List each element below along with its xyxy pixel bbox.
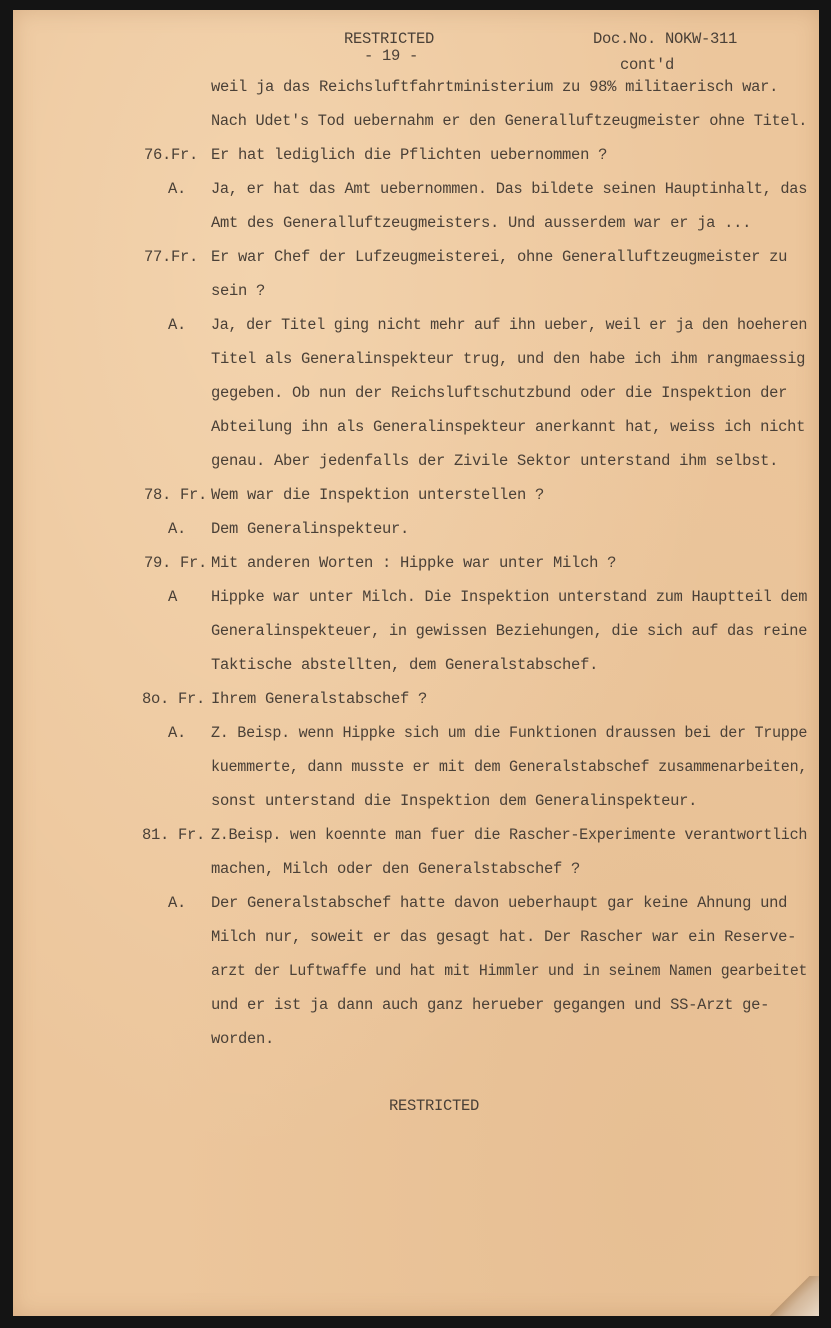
text-line: sonst unterstand die Inspektion dem Generalinspekteur. xyxy=(211,792,698,810)
header-classification: RESTRICTED xyxy=(344,30,435,48)
document-page xyxy=(13,10,819,1316)
text-line: Mit anderen Worten : Hippke war unter Milch ? xyxy=(211,554,617,572)
page-number: - 19 - xyxy=(364,47,419,65)
continued-note: cont'd xyxy=(620,56,675,74)
question-marker: 77.Fr. xyxy=(144,248,199,266)
text-line: Ja, der Titel ging nicht mehr auf ihn ueber, weil er ja den hoeheren xyxy=(211,316,808,334)
text-line: Generalinspekteuer, in gewissen Beziehungen, die sich auf das reine xyxy=(211,622,808,640)
text-line: kuemmerte, dann musste er mit dem Generalstabschef zusammenarbeiten, xyxy=(211,758,808,776)
text-line: arzt der Luftwaffe und hat mit Himmler und in seinem Namen gearbeitet xyxy=(211,962,808,980)
text-line: und er ist ja dann auch ganz herueber gegangen und SS-Arzt ge- xyxy=(211,996,770,1014)
question-marker: 81. Fr. xyxy=(142,826,206,844)
corner-wear xyxy=(759,1276,819,1316)
answer-marker: A. xyxy=(168,724,187,742)
text-line: Taktische abstellten, dem Generalstabschef. xyxy=(211,656,599,674)
answer-marker: A xyxy=(168,588,178,606)
text-line: gegeben. Ob nun der Reichsluftschutzbund oder die Inspektion der xyxy=(211,384,788,402)
text-line: Nach Udet's Tod uebernahm er den Generalluftzeugmeister ohne Titel. xyxy=(211,112,808,130)
doc-number: Doc.No. NOKW-311 xyxy=(593,30,738,48)
answer-marker: A. xyxy=(168,180,187,198)
text-line: Dem Generalinspekteur. xyxy=(211,520,410,538)
text-line: machen, Milch oder den Generalstabschef ? xyxy=(211,860,581,878)
text-line: Wem war die Inspektion unterstellen ? xyxy=(211,486,545,504)
text-line: Er hat lediglich die Pflichten uebernommen ? xyxy=(211,146,608,164)
text-line: Titel als Generalinspekteur trug, und den habe ich ihm rangmaessig xyxy=(211,350,806,368)
text-line: Er war Chef der Lufzeugmeisterei, ohne Generalluftzeugmeister zu xyxy=(211,248,788,266)
question-marker: 76.Fr. xyxy=(144,146,199,164)
text-line: weil ja das Reichsluftfahrtministerium zu 98% militaerisch war. xyxy=(211,78,779,96)
text-line: worden. xyxy=(211,1030,275,1048)
text-line: Hippke war unter Milch. Die Inspektion unterstand zum Hauptteil dem xyxy=(211,588,808,606)
answer-marker: A. xyxy=(168,894,187,912)
text-line: Der Generalstabschef hatte davon ueberhaupt gar keine Ahnung und xyxy=(211,894,788,912)
text-line: Milch nur, soweit er das gesagt hat. Der Rascher war ein Reserve- xyxy=(211,928,797,946)
answer-marker: A. xyxy=(168,316,187,334)
text-line: Z. Beisp. wenn Hippke sich um die Funktionen draussen bei der Truppe xyxy=(211,724,808,742)
text-line: Ihrem Generalstabschef ? xyxy=(211,690,428,708)
answer-marker: A. xyxy=(168,520,187,538)
question-marker: 78. Fr. xyxy=(144,486,208,504)
footer-classification: RESTRICTED xyxy=(389,1097,480,1115)
text-line: Amt des Generalluftzeugmeisters. Und ausserdem war er ja ... xyxy=(211,214,752,232)
text-line: Abteilung ihn als Generalinspekteur anerkannt hat, weiss ich nicht xyxy=(211,418,806,436)
question-marker: 79. Fr. xyxy=(144,554,208,572)
text-line: genau. Aber jedenfalls der Zivile Sektor unterstand ihm selbst. xyxy=(211,452,779,470)
question-marker: 8o. Fr. xyxy=(142,690,206,708)
text-line: Ja, er hat das Amt uebernommen. Das bildete seinen Hauptinhalt, das xyxy=(211,180,808,198)
text-line: sein ? xyxy=(211,282,266,300)
text-line: Z.Beisp. wen koennte man fuer die Rascher-Experimente verantwortlich xyxy=(211,826,808,844)
